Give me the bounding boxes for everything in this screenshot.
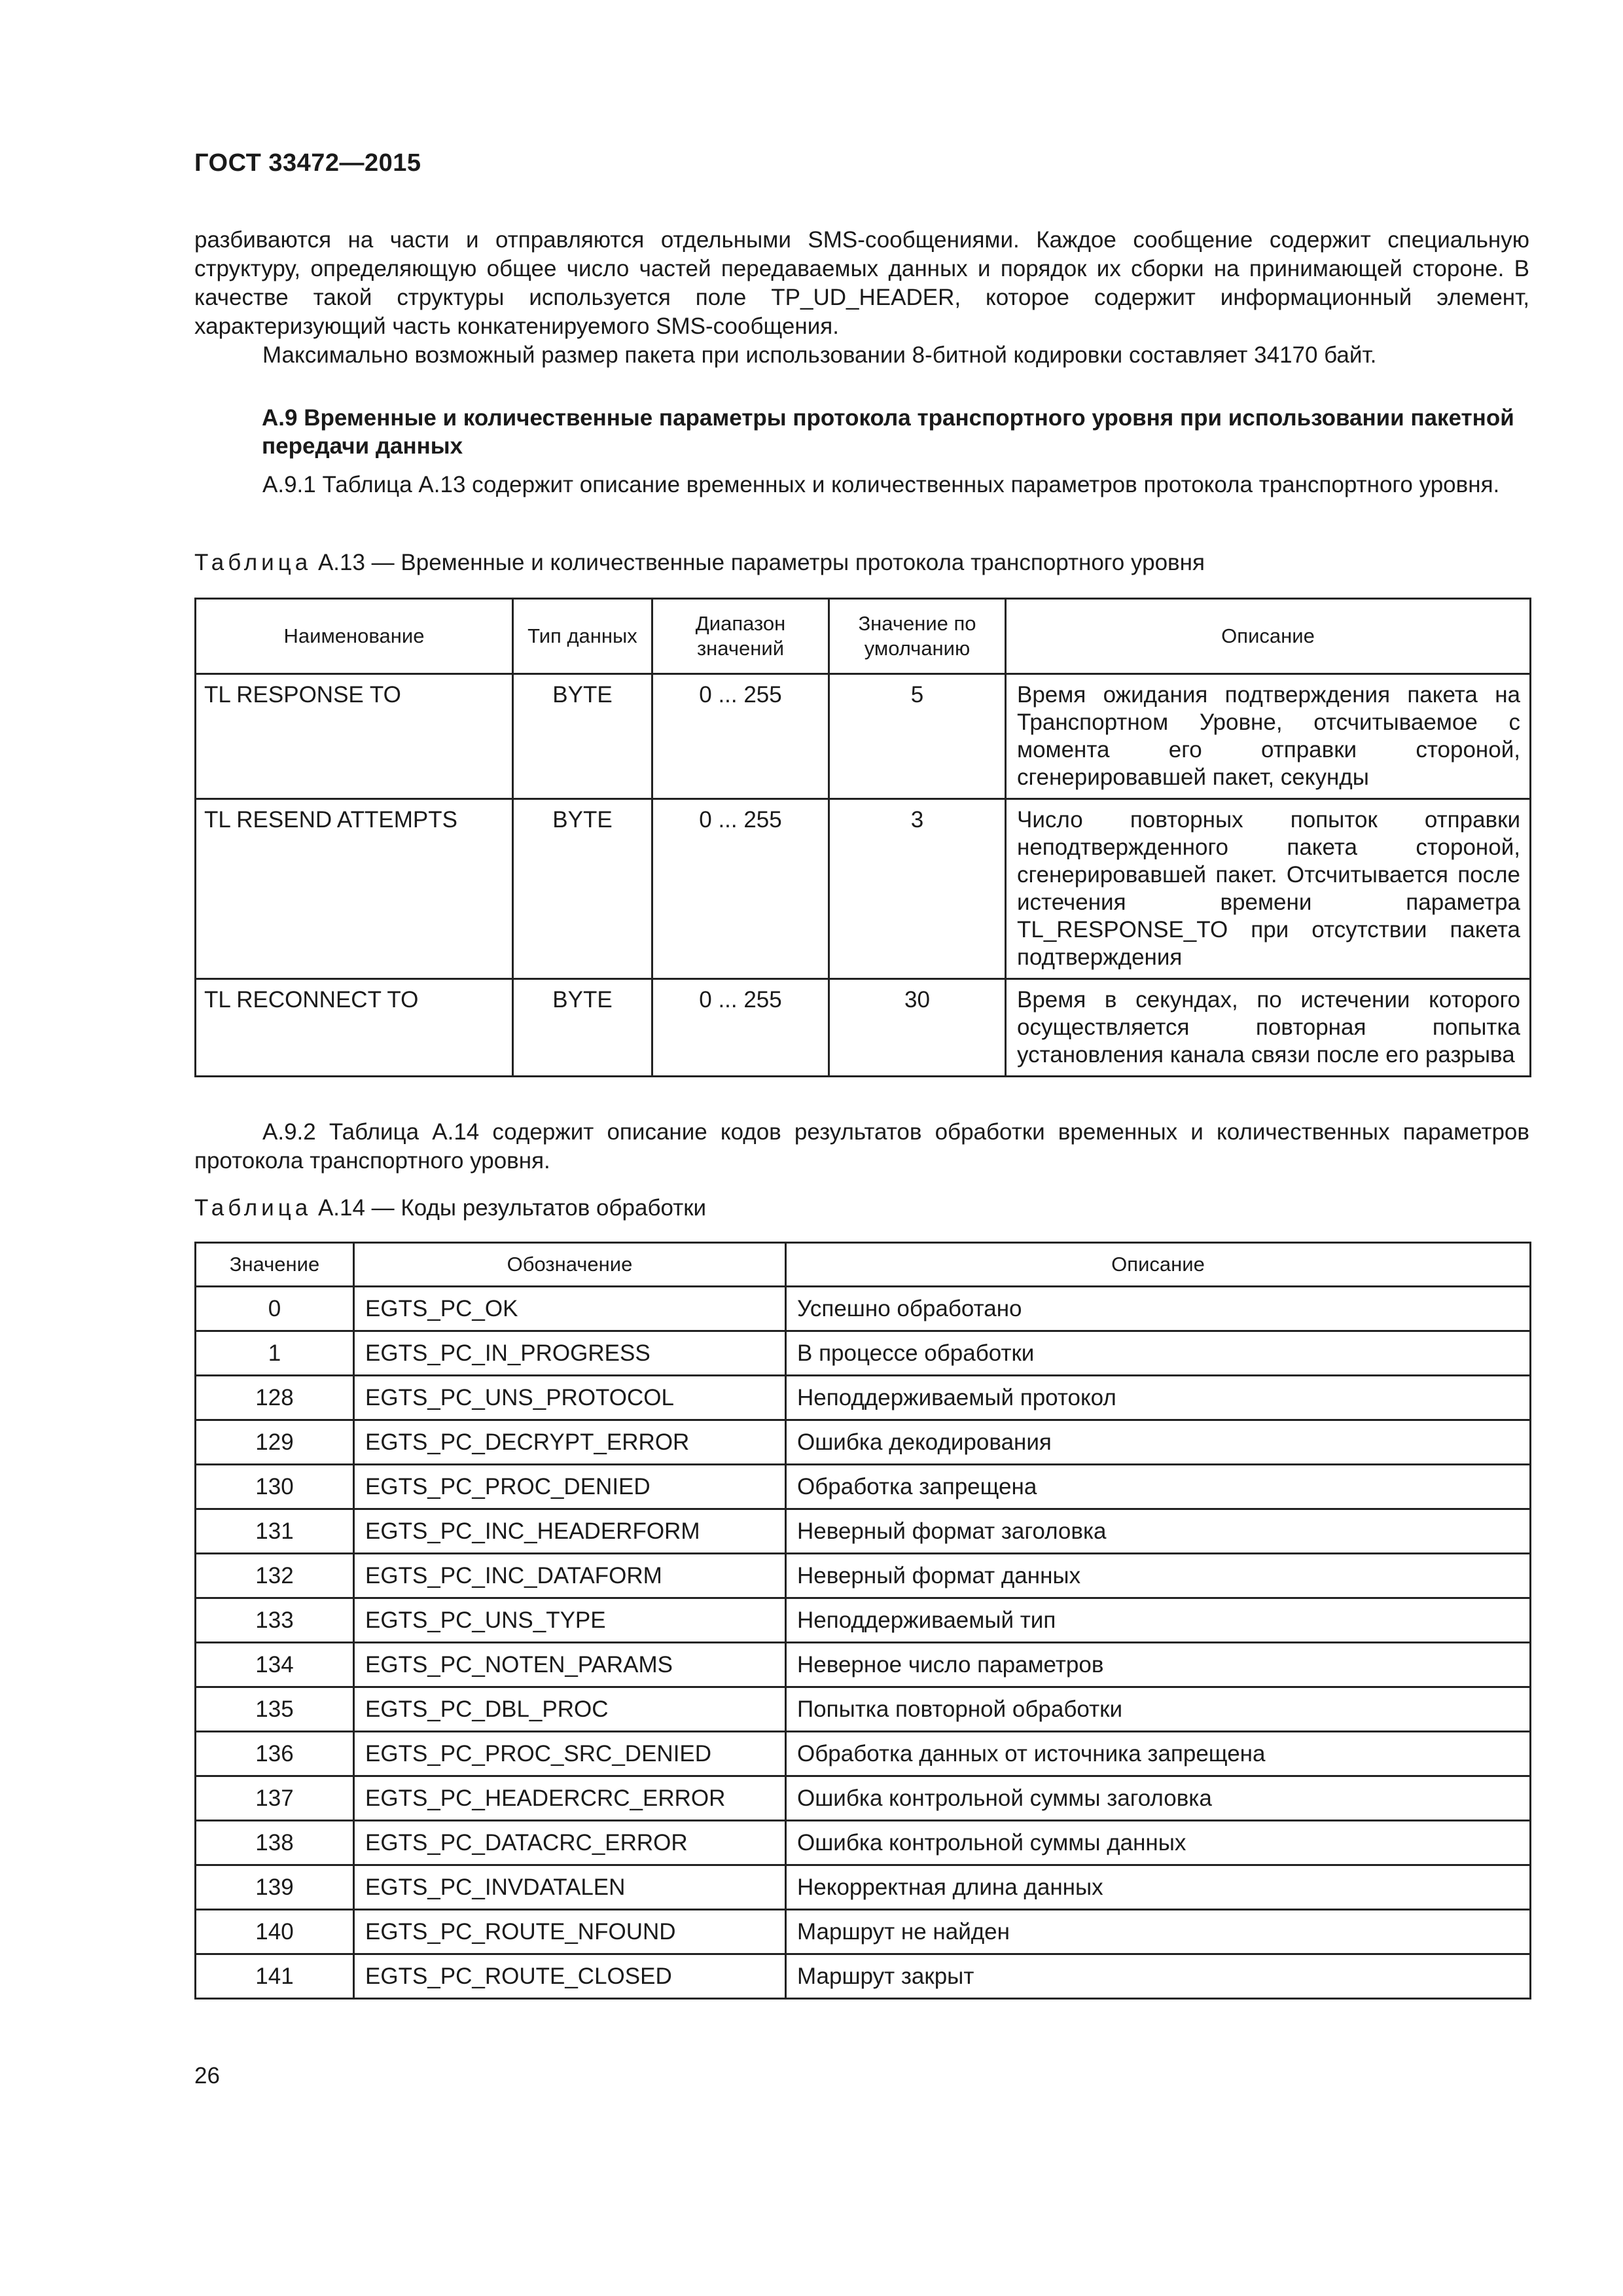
cell-description: Ошибка контрольной суммы данных [786, 1821, 1531, 1865]
table-row [196, 1776, 1531, 1821]
cell-type: BYTE [513, 979, 652, 1077]
cell-value: 128 [196, 1376, 354, 1420]
cell-description: Время в секундах, по истечении которого осуществляется повторная попытка установления канала связи после его разрыва [1006, 979, 1531, 1077]
cell-designation: EGTS_PC_INVDATALEN [354, 1865, 786, 1910]
cell-description: В процессе обработки [786, 1331, 1531, 1376]
cell-designation: EGTS_PC_ROUTE_CLOSED [354, 1954, 786, 1999]
cell-description: Неверное число параметров [786, 1643, 1531, 1687]
table-a14-caption [194, 1194, 706, 1223]
table-row [196, 1465, 1531, 1509]
col-header-description: Описание [1006, 599, 1531, 674]
table-row [196, 1598, 1531, 1643]
cell-range: 0 ... 255 [652, 674, 829, 799]
cell-description: Успешно обработано [786, 1287, 1531, 1331]
table-row [196, 1509, 1531, 1554]
cell-description: Неверный формат данных [786, 1554, 1531, 1598]
col-header-range: Диапазон значений [652, 599, 829, 674]
table-row [196, 1287, 1531, 1331]
table-row [196, 1910, 1531, 1954]
cell-type: BYTE [513, 799, 652, 979]
cell-designation: EGTS_PC_PROC_DENIED [354, 1465, 786, 1509]
col-header-default: Значение по умолчанию [829, 599, 1006, 674]
paragraph-a91 [194, 471, 1529, 499]
table-row [196, 1865, 1531, 1910]
cell-designation: EGTS_PC_IN_PROGRESS [354, 1331, 786, 1376]
cell-type: BYTE [513, 674, 652, 799]
cell-value: 132 [196, 1554, 354, 1598]
col-header-designation: Обозначение [354, 1243, 786, 1287]
intro-text [194, 226, 1529, 370]
cell-designation: EGTS_PC_DATACRC_ERROR [354, 1821, 786, 1865]
cell-description: Обработка запрещена [786, 1465, 1531, 1509]
cell-default: 5 [829, 674, 1006, 799]
table-a13 [194, 598, 1531, 1077]
cell-description: Маршрут закрыт [786, 1954, 1531, 1999]
table-row [196, 799, 1531, 979]
table-row [196, 1821, 1531, 1865]
paragraph-continuation: разбиваются на части и отправляются отдельными SMS-сообщениями. Каждое сообщение содержит специальную структуру, определяющую общее число частей передаваемых данных и порядок их сборки на принимающей стороне. В качестве такой структуры используется поле TP_UD_HEADER, которое содержит информационный элемент, характеризующий часть конкатенируемого SMS-сообщения. [194, 227, 1529, 339]
table-row [196, 979, 1531, 1077]
cell-name: TL RESPONSE TO [196, 674, 513, 799]
table-a14 [194, 1242, 1531, 2000]
cell-value: 141 [196, 1954, 354, 1999]
cell-value: 138 [196, 1821, 354, 1865]
cell-value: 0 [196, 1287, 354, 1331]
cell-default: 3 [829, 799, 1006, 979]
cell-designation: EGTS_PC_INC_HEADERFORM [354, 1509, 786, 1554]
cell-value: 140 [196, 1910, 354, 1954]
cell-designation: EGTS_PC_NOTEN_PARAMS [354, 1643, 786, 1687]
cell-description: Неподдерживаемый протокол [786, 1376, 1531, 1420]
cell-range: 0 ... 255 [652, 979, 829, 1077]
table-row [196, 1420, 1531, 1465]
cell-value: 130 [196, 1465, 354, 1509]
table-row [196, 1954, 1531, 1999]
col-header-name: Наименование [196, 599, 513, 674]
table-row [196, 1687, 1531, 1732]
table-row [196, 1331, 1531, 1376]
col-header-type: Тип данных [513, 599, 652, 674]
cell-value: 131 [196, 1509, 354, 1554]
paragraph-a91-text: А.9.1 Таблица А.13 содержит описание временных и количественных параметров протокола транспортного уровня. [262, 472, 1500, 497]
cell-description: Обработка данных от источника запрещена [786, 1732, 1531, 1776]
caption-rest: А.14 — Коды результатов обработки [312, 1195, 707, 1221]
cell-name: TL RECONNECT TO [196, 979, 513, 1077]
cell-description: Некорректная длина данных [786, 1865, 1531, 1910]
page-header: ГОСТ 33472—2015 [194, 149, 421, 177]
cell-value: 135 [196, 1687, 354, 1732]
cell-designation: EGTS_PC_DBL_PROC [354, 1687, 786, 1732]
cell-designation: EGTS_PC_UNS_TYPE [354, 1598, 786, 1643]
table-row [196, 674, 1531, 799]
table-header-row [196, 1243, 1531, 1287]
cell-description: Попытка повторной обработки [786, 1687, 1531, 1732]
table-row [196, 1376, 1531, 1420]
cell-description: Ошибка декодирования [786, 1420, 1531, 1465]
table-a13-caption [194, 548, 1205, 577]
paragraph-max-size: Максимально возможный размер пакета при использовании 8-битной кодировки составляет 34170 байт. [262, 342, 1377, 368]
cell-value: 134 [196, 1643, 354, 1687]
col-header-value: Значение [196, 1243, 354, 1287]
cell-designation: EGTS_PC_HEADERCRC_ERROR [354, 1776, 786, 1821]
cell-description: Маршрут не найден [786, 1910, 1531, 1954]
table-row [196, 1554, 1531, 1598]
cell-description: Неподдерживаемый тип [786, 1598, 1531, 1643]
cell-value: 137 [196, 1776, 354, 1821]
cell-description: Число повторных попыток отправки неподтвержденного пакета стороной, сгенерировавшей пакет. Отсчитывается после истечения времени параметра TL_RESPONSE_TO при отсутствии пакета подтверждения [1006, 799, 1531, 979]
cell-designation: EGTS_PC_DECRYPT_ERROR [354, 1420, 786, 1465]
col-header-description: Описание [786, 1243, 1531, 1287]
table-a14-body [196, 1287, 1531, 1999]
cell-designation: EGTS_PC_OK [354, 1287, 786, 1331]
table-row [196, 1732, 1531, 1776]
cell-name: TL RESEND ATTEMPTS [196, 799, 513, 979]
cell-description: Неверный формат заголовка [786, 1509, 1531, 1554]
page-number: 26 [194, 2063, 220, 2089]
cell-value: 133 [196, 1598, 354, 1643]
cell-designation: EGTS_PC_ROUTE_NFOUND [354, 1910, 786, 1954]
cell-description: Время ожидания подтверждения пакета на Транспортном Уровне, отсчитываемое с момента его отправки стороной, сгенерировавшей пакет, секунды [1006, 674, 1531, 799]
paragraph-a92 [194, 1118, 1529, 1175]
caption-prefix: Таблица [194, 550, 312, 575]
caption-rest: А.13 — Временные и количественные параметры протокола транспортного уровня [312, 550, 1205, 575]
cell-designation: EGTS_PC_UNS_PROTOCOL [354, 1376, 786, 1420]
cell-value: 1 [196, 1331, 354, 1376]
table-header-row [196, 599, 1531, 674]
cell-default: 30 [829, 979, 1006, 1077]
caption-prefix: Таблица [194, 1195, 312, 1221]
table-row [196, 1643, 1531, 1687]
cell-value: 139 [196, 1865, 354, 1910]
section-title: А.9 Временные и количественные параметры протокола транспортного уровня при использовании пакетной передачи данных [262, 405, 1514, 459]
cell-range: 0 ... 255 [652, 799, 829, 979]
cell-designation: EGTS_PC_PROC_SRC_DENIED [354, 1732, 786, 1776]
cell-description: Ошибка контрольной суммы заголовка [786, 1776, 1531, 1821]
paragraph-a92-text: А.9.2 Таблица А.14 содержит описание кодов результатов обработки временных и количественных параметров протокола транспортного уровня. [194, 1119, 1529, 1174]
cell-value: 136 [196, 1732, 354, 1776]
cell-designation: EGTS_PC_INC_DATAFORM [354, 1554, 786, 1598]
cell-value: 129 [196, 1420, 354, 1465]
